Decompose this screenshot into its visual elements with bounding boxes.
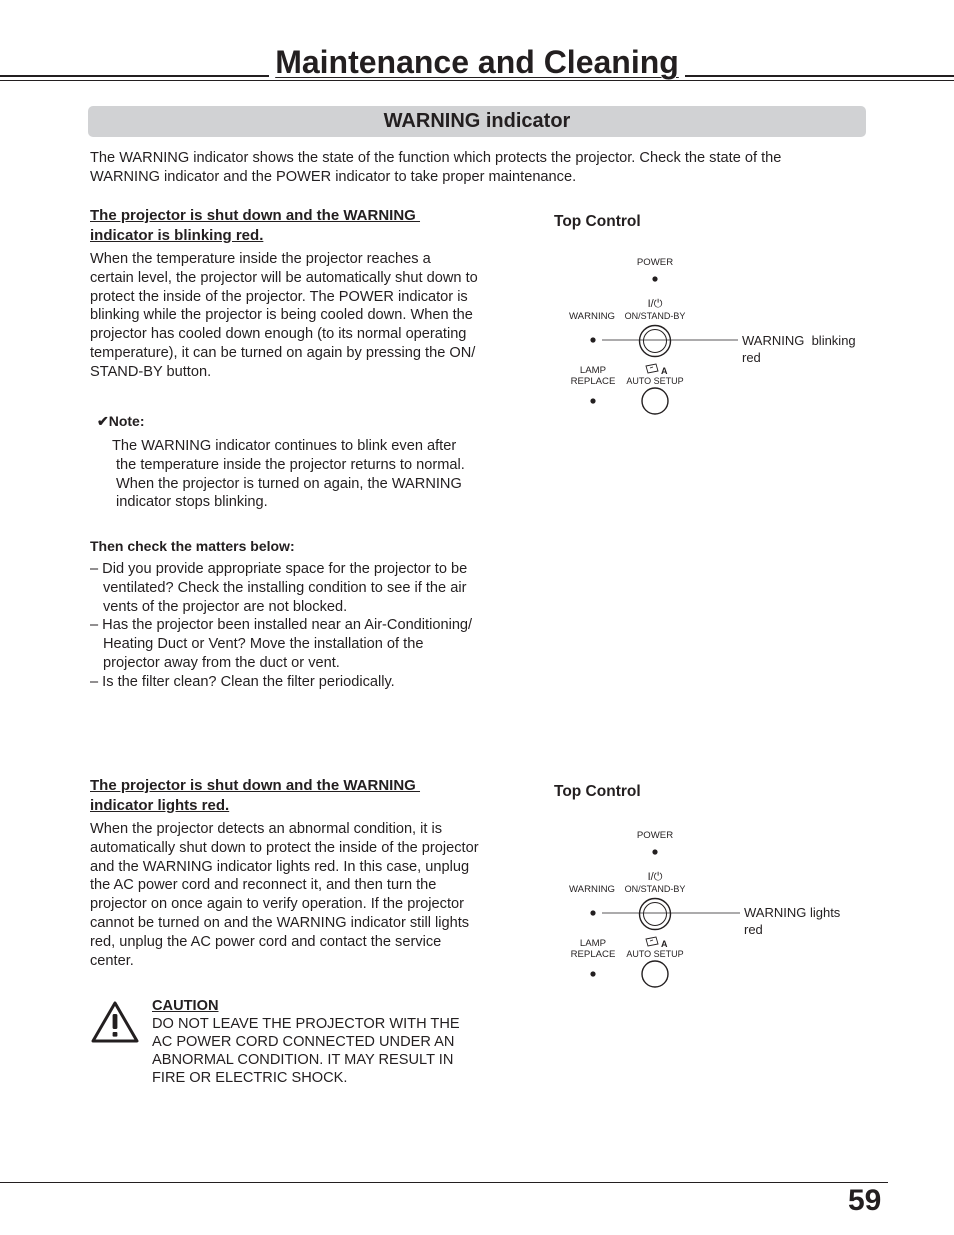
on-standby-button <box>640 899 671 930</box>
check-item-cont: projector away from the duct or vent. <box>103 654 340 671</box>
note-line: indicator stops blinking. <box>116 494 268 511</box>
on-standby-button-inner <box>644 330 667 353</box>
on-standby-button-inner <box>644 903 667 926</box>
auto-setup-icon <box>646 937 658 946</box>
note-label-text: Note: <box>108 413 145 429</box>
section1-heading-line2: indicator is blinking red. <box>90 226 264 244</box>
page-title: Maintenance and Cleaning <box>0 44 954 81</box>
body-line: and the WARNING indicator lights red. In this case, unplug <box>90 858 470 875</box>
body-line: certain level, the projector will be automatically shut down to <box>90 269 478 286</box>
section2-body <box>90 820 520 970</box>
power-label: POWER <box>636 257 674 268</box>
check-heading: Then check the matters below: <box>90 538 295 554</box>
lamp-indicator <box>590 971 595 976</box>
lamp-label: LAMP <box>579 365 607 376</box>
callout-line2: red <box>742 350 761 365</box>
auto-setup-label: AUTO SETUP <box>626 376 684 386</box>
warning-label: WARNING <box>568 311 616 322</box>
caution-line: DO NOT LEAVE THE PROJECTOR WITH THE <box>152 1016 460 1032</box>
note-text <box>112 437 512 512</box>
callout-line1: WARNING lights <box>744 905 841 920</box>
on-standby-symbol: I/⏻ <box>647 298 663 310</box>
on-standby-label: ON/STAND-BY <box>624 884 686 894</box>
check-list <box>90 560 520 692</box>
note-label <box>97 413 145 430</box>
intro-text: The WARNING indicator shows the state of the function which protects the projector. Check the state of the WARNING indicator and the POWER indicator to take proper maintenance. <box>90 150 782 185</box>
section1-body <box>90 250 520 382</box>
caution-title: CAUTION <box>152 998 219 1014</box>
note-line: The WARNING indicator continues to blink even after <box>112 438 457 454</box>
body-line: cannot be turned on and the WARNING indicator still lights <box>90 914 470 931</box>
check-item: – Did you provide appropriate space for the projector to be <box>90 561 468 577</box>
auto-setup-symbol: A <box>661 366 668 376</box>
check-item-cont: ventilated? Check the installing condition to see if the air <box>103 579 467 596</box>
on-standby-symbol: I/⏻ <box>647 871 663 883</box>
body-line: STAND-BY button. <box>90 363 212 380</box>
auto-setup-button <box>642 388 668 414</box>
body-line: projector on once again to verify operation. If the projector <box>90 896 464 913</box>
body-line: protect the inside of the projector. The POWER indicator is <box>90 288 468 305</box>
check-item: – Is the filter clean? Clean the filter periodically. <box>90 673 395 690</box>
warning-label: WARNING <box>568 884 616 895</box>
body-line: blinking while the projector is being cooled down. When the <box>90 307 473 324</box>
replace-label: REPLACE <box>570 376 616 387</box>
power-indicator <box>652 276 657 281</box>
callout-warning-blinking <box>742 332 856 366</box>
body-line: When the temperature inside the projector reaches a <box>90 251 431 267</box>
page-number: 59 <box>848 1184 882 1217</box>
body-line: projector has cooled down enough (to its normal operating <box>90 326 467 343</box>
check-item-cont: Heating Duct or Vent? Move the installation of the <box>103 636 424 653</box>
callout-line1: WARNING blinking <box>742 333 856 348</box>
power-label: POWER <box>636 830 674 841</box>
body-line: center. <box>90 952 134 969</box>
callout-warning-lights <box>744 904 840 938</box>
power-indicator <box>652 849 657 854</box>
checkmark-icon: ✔ <box>97 413 109 429</box>
note-line: the temperature inside the projector returns to normal. <box>116 456 465 473</box>
body-line: red, unplug the AC power cord and contact the service <box>90 933 442 950</box>
callout-line2: red <box>744 922 763 937</box>
body-line: the AC power cord and reconnect it, and then turn the <box>90 877 437 894</box>
caution-block <box>152 997 512 1087</box>
warning-indicator <box>590 337 595 342</box>
top-control-title-2: Top Control <box>554 783 641 800</box>
section1-heading <box>90 206 420 245</box>
warning-indicator <box>590 910 595 915</box>
caution-line: FIRE OR ELECTRIC SHOCK. <box>152 1070 348 1086</box>
caution-line: AC POWER CORD CONNECTED UNDER AN <box>152 1034 455 1050</box>
auto-setup-button <box>642 961 668 987</box>
footer-rule <box>0 1182 888 1183</box>
check-item: – Has the projector been installed near an Air-Conditioning/ <box>90 617 473 634</box>
lamp-label: LAMP <box>579 938 607 949</box>
on-standby-label: ON/STAND-BY <box>624 311 686 321</box>
auto-setup-symbol: A <box>661 939 668 949</box>
section-title: WARNING indicator <box>383 110 571 132</box>
body-line: automatically shut down to protect the inside of the projector <box>90 839 479 856</box>
section2-heading <box>90 776 420 815</box>
on-standby-button <box>640 326 671 357</box>
warning-triangle-icon <box>90 1000 140 1044</box>
body-line: When the projector detects an abnormal condition, it is <box>90 821 443 837</box>
note-line: When the projector is turned on again, the WARNING <box>116 475 462 492</box>
auto-setup-label: AUTO SETUP <box>626 949 684 959</box>
body-line: temperature), it can be turned on again by pressing the ON/ <box>90 344 476 361</box>
top-control-title: Top Control <box>554 213 641 230</box>
auto-setup-icon <box>646 364 658 373</box>
replace-label: REPLACE <box>570 949 616 960</box>
section2-heading-line2: indicator lights red. <box>90 796 230 814</box>
section2-heading-line1: The projector is shut down and the WARNING <box>90 777 421 794</box>
caution-line: ABNORMAL CONDITION. IT MAY RESULT IN <box>152 1052 454 1068</box>
section1-heading-line1: The projector is shut down and the WARNING <box>90 207 421 224</box>
check-item-cont: vents of the projector are not blocked. <box>103 598 348 615</box>
lamp-indicator <box>590 398 595 403</box>
